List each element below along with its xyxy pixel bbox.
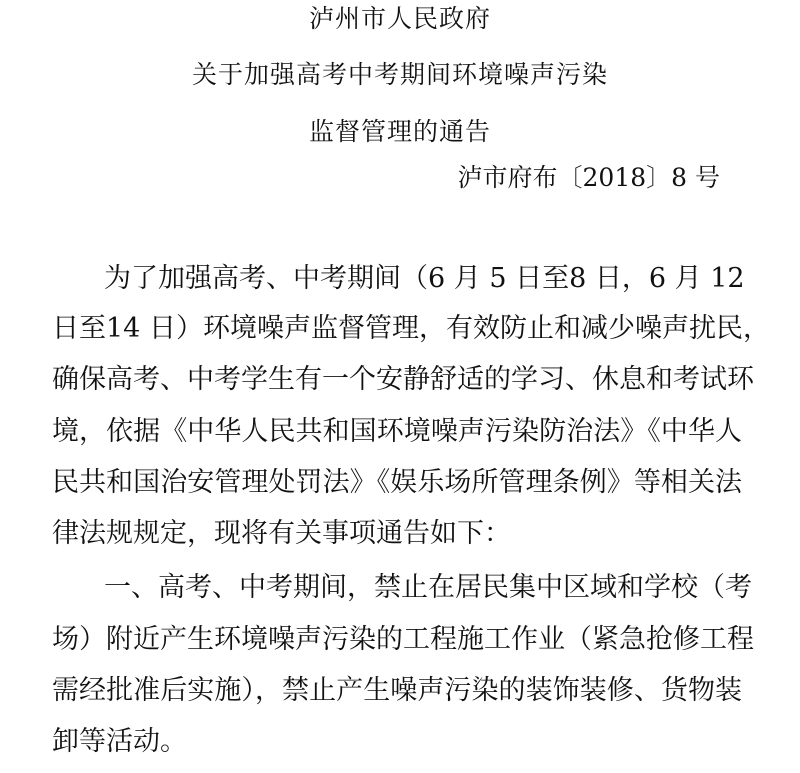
paragraph-1-line-6: 律法规规定，现将有关事项通告如下： xyxy=(52,518,511,549)
paragraph-2-line-4: 卸等活动。 xyxy=(52,726,187,757)
paragraph-1-line-1: 为了加强高考、中考期间（6 月 5 日至8 日，6 月 12 xyxy=(104,263,745,294)
notice-title-line-1: 关于加强高考中考期间环境噪声污染 xyxy=(191,60,608,89)
paragraph-2-line-1: 一、高考、中考期间，禁止在居民集中区域和学校（考 xyxy=(104,572,752,603)
notice-title-line-2: 监督管理的通告 xyxy=(308,117,491,146)
paragraph-1-line-2: 日至14 日）环境噪声监督管理，有效防止和减少噪声扰民， xyxy=(52,313,770,344)
paragraph-1-line-5: 民共和国治安管理处罚法》《娱乐场所管理条例》等相关法 xyxy=(52,467,742,498)
paragraph-1-line-4: 境，依据《中华人民共和国环境噪声污染防治法》《中华人 xyxy=(52,416,742,447)
document-number: 泸市府布〔2018〕8 号 xyxy=(457,163,720,192)
paragraph-2-line-3: 需经批准后实施），禁止产生噪声污染的装饰装修、货物装 xyxy=(52,675,742,706)
paragraph-1-line-3: 确保高考、中考学生有一个安静舒适的学习、休息和考试环 xyxy=(52,364,754,395)
issuer-title: 泸州市人民政府 xyxy=(308,4,491,33)
paragraph-2-line-2: 场）附近产生环境噪声污染的工程施工作业（紧急抢修工程 xyxy=(52,624,754,655)
